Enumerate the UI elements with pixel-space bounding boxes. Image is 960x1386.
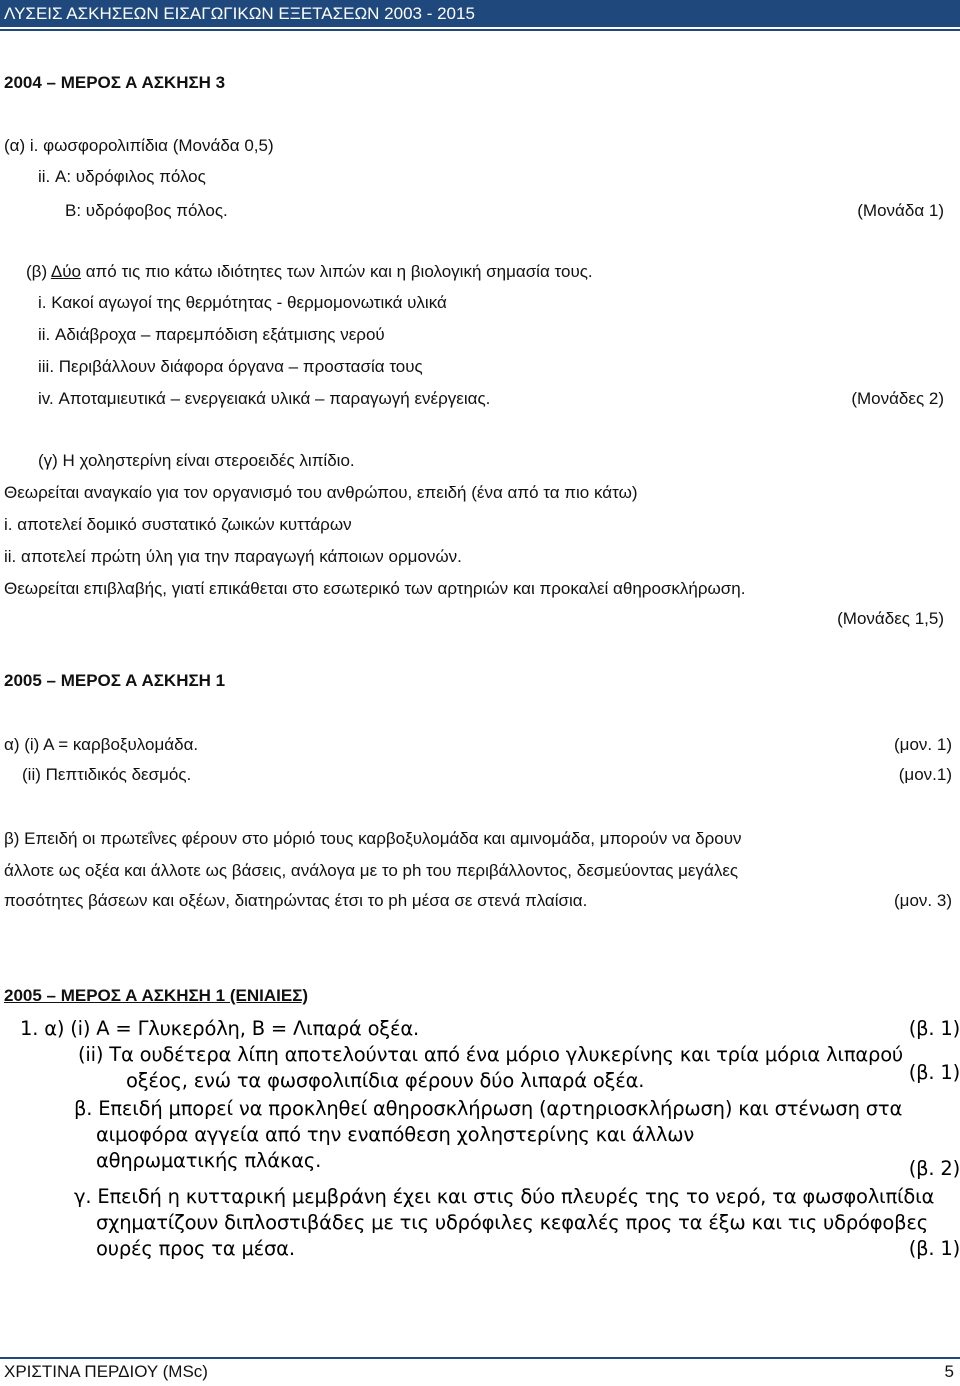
scan-score-4: (β. 1) [908,1237,960,1260]
scan-line-1: 1. α) (i) Α = Γλυκερόλη, Β = Λιπαρά οξέα. [20,1017,419,1040]
section-heading-2005-eniaies: 2005 – ΜΕΡΟΣ Α ΑΣΚΗΣΗ 1 (ΕΝΙΑΙΕΣ) [4,986,309,1005]
score-a: (Μονάδα 1) [857,201,944,220]
scan-line-3: οξέος, ενώ τα φωσφολιπίδια φέρουν δύο λιπαρά οξέα. [126,1069,645,1092]
running-header: ΛΥΣΕΙΣ ΑΣΚΗΣΕΩΝ ΕΙΣΑΓΩΓΙΚΩΝ ΕΞΕΤΑΣΕΩΝ 2003 - 2015 [0,0,960,27]
answer-g-ii: ii. αποτελεί πρώτη ύλη για την παραγωγή κάποιων ορμονών. [4,547,462,566]
answer-b-ii: ii. Αδιάβροχα – παρεμπόδιση εξάτμισης νερού [38,325,385,344]
answer-2005-a-ii: (ii) Πεπτιδικός δεσμός. [22,765,192,784]
answer-g-1: (γ) Η χοληστερίνη είναι στεροειδές λιπίδιο. [38,451,355,470]
underlined-word: Δύο [50,262,81,281]
answer-2005-b-3: ποσότητες βάσεων και οξέων, διατηρώντας έτσι το ph μέσα σε στενά πλαίσια. [4,891,588,910]
answer-a-ii: ii. Α: υδρόφιλος πόλος [38,167,206,186]
footer-author: ΧΡΙΣΤΙΝΑ ΠΕΡΔΙΟΥ (MSc) [4,1362,208,1381]
score-2005-b: (μον. 3) [894,891,952,910]
scan-line-6: αθηρωματικής πλάκας. [96,1149,322,1172]
scan-score-1: (β. 1) [908,1017,960,1040]
section-heading-2004: 2004 – ΜΕΡΟΣ Α ΑΣΚΗΣΗ 3 [4,73,226,92]
scan-line-8: σχηματίζουν διπλοστιβάδες με τις υδρόφιλες κεφαλές προς τα έξω και τις υδρόφοβες [96,1211,928,1234]
scanned-answer-block [18,1016,960,1316]
scan-line-9: ουρές προς τα μέσα. [96,1237,295,1260]
answer-g-2: Θεωρείται αναγκαίο για τον οργανισμό του ανθρώπου, επειδή (ένα από τα πιο κάτω) [4,483,638,502]
answer-2005-b-1: β) Επειδή οι πρωτεΐνες φέρουν στο μόριό τους καρβοξυλομάδα και αμινομάδα, μπορούν να δρουν [4,829,742,848]
score-b: (Μονάδες 2) [851,389,944,408]
section-heading-2005: 2005 – ΜΕΡΟΣ Α ΑΣΚΗΣΗ 1 [4,671,226,690]
answer-2005-b-2: άλλοτε ως οξέα και άλλοτε ως βάσεις, ανάλογα με το ph του περιβάλλοντος, δεσμεύοντας μεγάλες [4,861,739,880]
score-2005-a-ii: (μον.1) [898,765,952,784]
scan-line-2: (ii) Τα ουδέτερα λίπη αποτελούνται από ένα μόριο γλυκερίνης και τρία μόρια λιπαρού [78,1043,904,1066]
score-2005-a-i: (μον. 1) [894,735,952,754]
scan-line-5: αιμοφόρα αγγεία από την εναπόθεση χοληστερίνης και άλλων [96,1123,695,1146]
scan-score-3: (β. 2) [908,1157,960,1180]
footer-rule [0,1357,960,1359]
answer-b-i: i. Κακοί αγωγοί της θερμότητας - θερμομονωτικά υλικά [38,293,447,312]
answer-b-iii: iii. Περιβάλλουν διάφορα όργανα – προστασία τους [38,357,423,376]
answer-2005-a-i: α) (i) Α = καρβοξυλομάδα. [4,735,199,754]
answer-b-iv: iv. Αποταμιευτικά – ενεργειακά υλικά – παραγωγή ενέργειας. [38,389,491,408]
answer-b-intro: (β) Δύο από τις πιο κάτω ιδιότητες των λιπών και η βιολογική σημασία τους. [26,262,593,281]
answer-g-3: Θεωρείται επιβλαβής, γιατί επικάθεται στο εσωτερικό των αρτηριών και προκαλεί αθηροσκλήρωση. [4,579,746,598]
scan-line-7: γ. Επειδή η κυτταρική μεμβράνη έχει και στις δύο πλευρές της το νερό, τα φωσφολιπίδια [74,1185,935,1208]
score-g: (Μονάδες 1,5) [837,609,944,628]
page-number: 5 [944,1362,954,1381]
scan-line-4: β. Επειδή μπορεί να προκληθεί αθηροσκλήρωση (αρτηριοσκλήρωση) και στένωση στα [74,1097,903,1120]
answer-a-i: (α) i. φωσφορολιπίδια (Μονάδα 0,5) [4,136,274,155]
answer-a-ii-b: Β: υδρόφοβος πόλος. [65,201,228,220]
header-rule [0,29,960,31]
scan-score-2: (β. 1) [908,1061,960,1084]
answer-g-i: i. αποτελεί δομικό συστατικό ζωικών κυττάρων [4,515,352,534]
